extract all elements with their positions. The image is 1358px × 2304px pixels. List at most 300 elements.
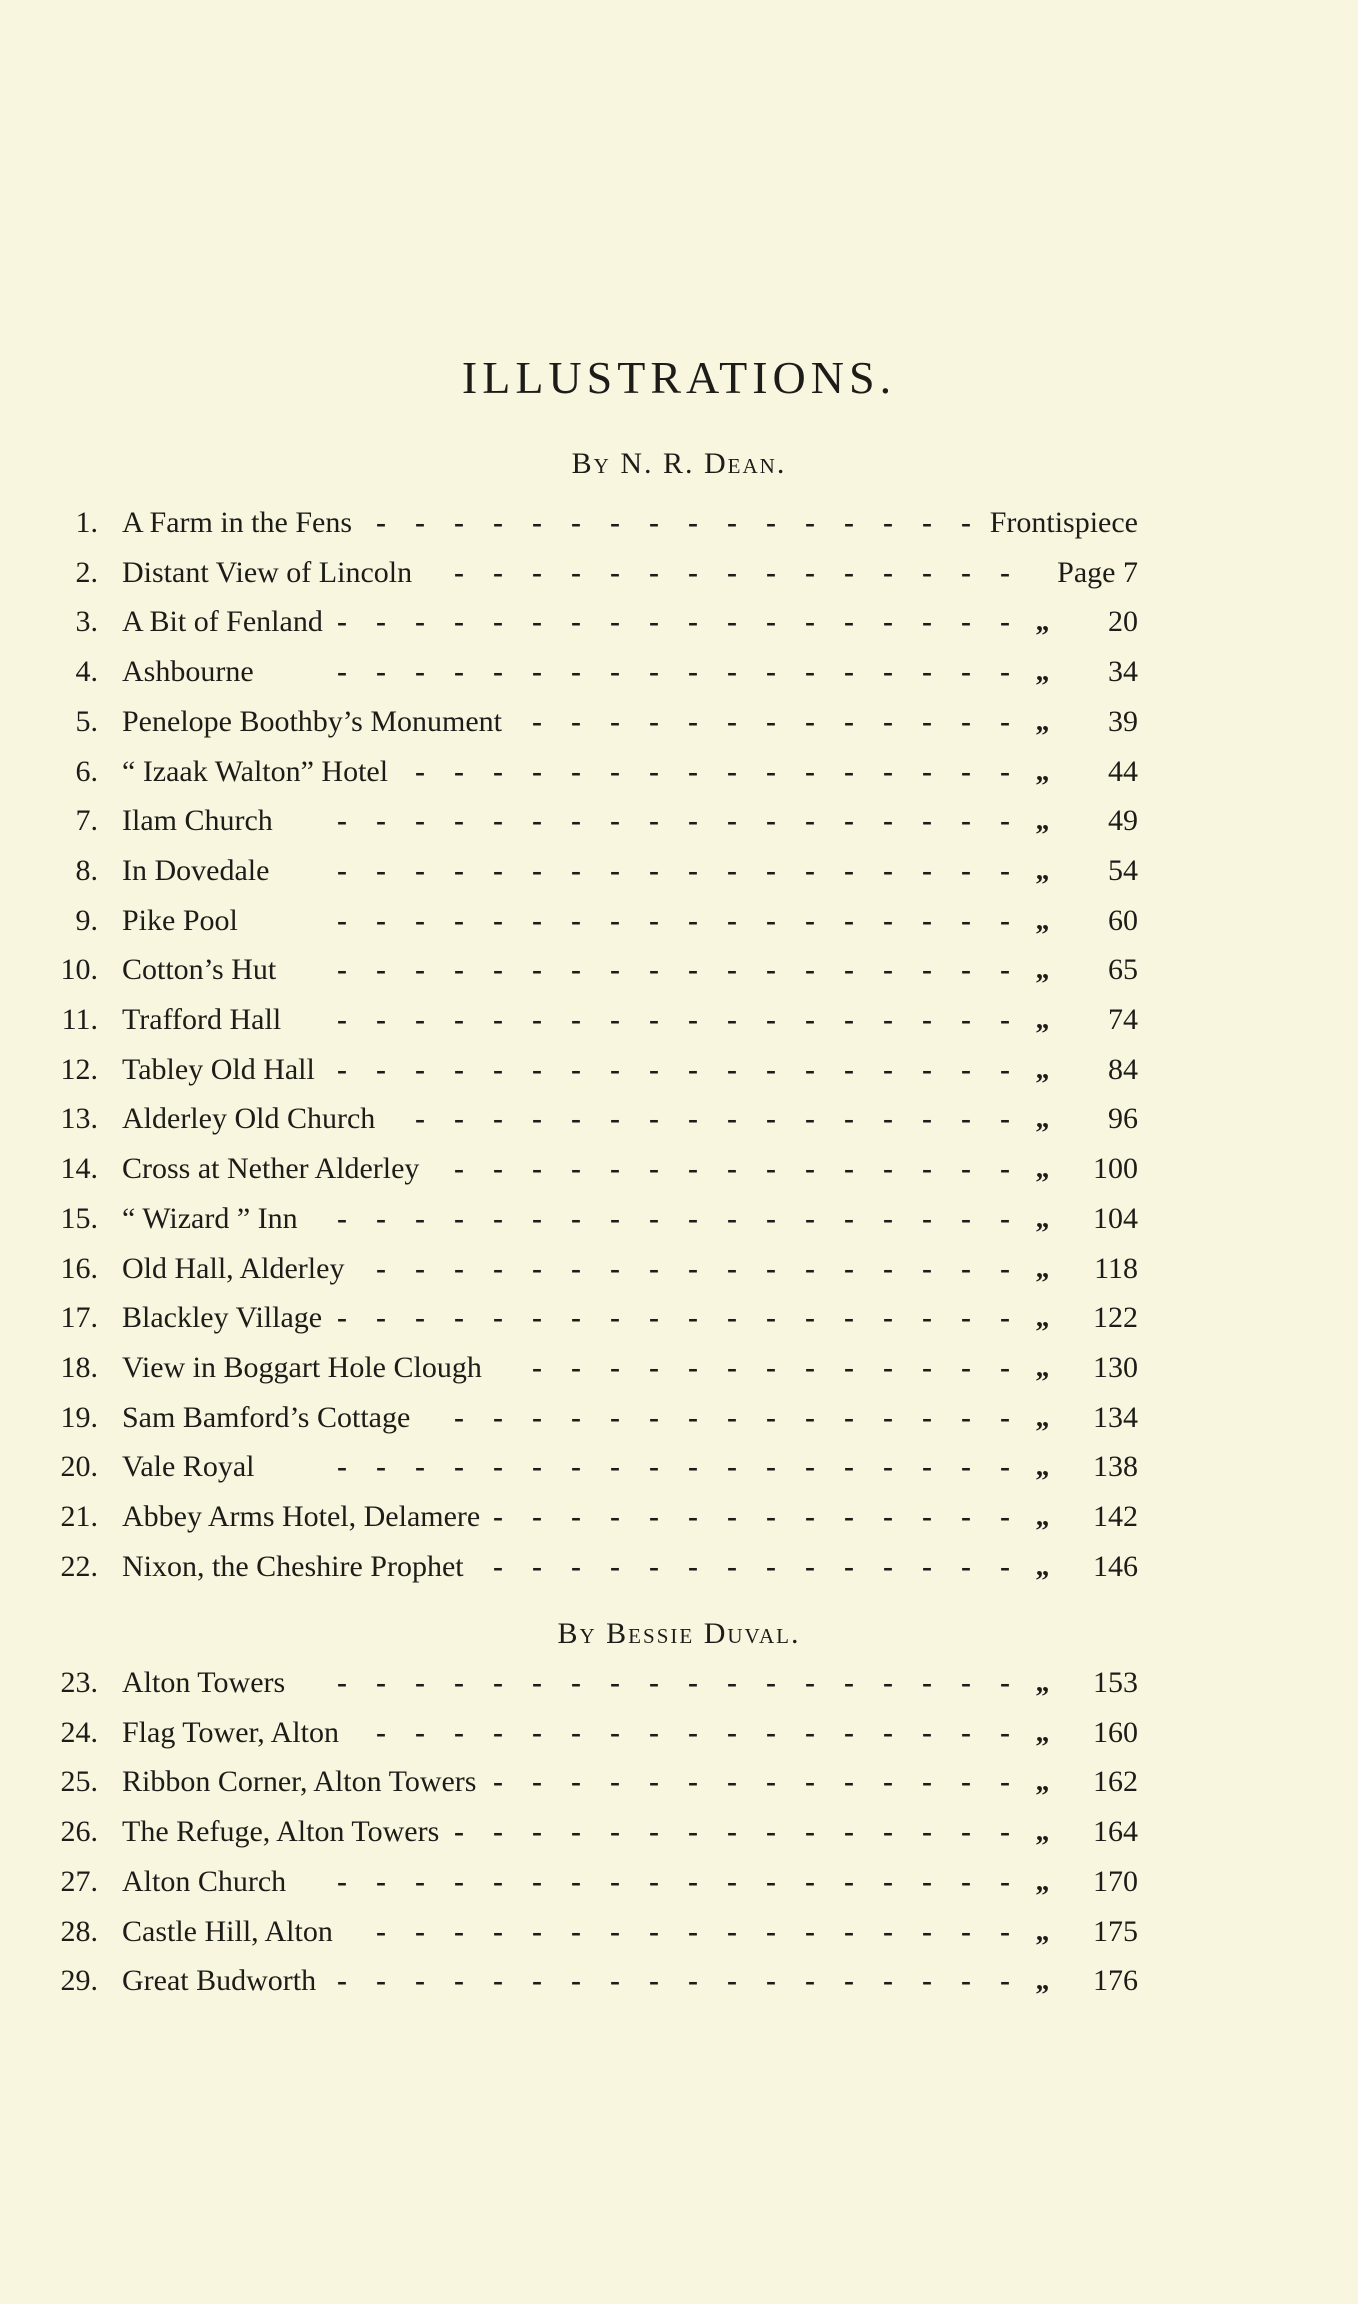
leader-dash: - [805, 1052, 815, 1086]
leader-dash: - [844, 1450, 854, 1484]
leader-dash: - [688, 1815, 698, 1849]
leader-dash: - [493, 1052, 503, 1086]
leader-dash: - [454, 1102, 464, 1136]
leader-dash: - [922, 605, 932, 639]
ditto-mark: ,, [1036, 1401, 1048, 1433]
leader-dash: - [610, 754, 620, 788]
leader-dash: - [844, 1964, 854, 1998]
dot-leader [0, 846, 1358, 896]
leader-dash: - [532, 1102, 542, 1136]
leader-dash: - [1000, 1715, 1010, 1749]
item-title: Cotton’s Hut [122, 953, 277, 987]
item-number: 14. [60, 1152, 98, 1186]
item-page: 170 [1093, 1864, 1138, 1898]
leader-dash: - [610, 1964, 620, 1998]
list-item [0, 1857, 1358, 1907]
item-page: 153 [1093, 1666, 1138, 1699]
item-page: 84 [1108, 1052, 1138, 1086]
leader-dash: - [571, 853, 581, 887]
item-number: 26. [60, 1815, 98, 1849]
leader-dash: - [415, 1864, 425, 1898]
item-number: 16. [60, 1251, 98, 1285]
leader-dash: - [844, 1400, 854, 1434]
section-heading: By Bessie Duval. [557, 1617, 801, 1650]
leader-dash: - [532, 704, 542, 738]
leader-dash: - [727, 903, 737, 937]
leader-dash: - [532, 1152, 542, 1186]
leader-dash: - [610, 1914, 620, 1948]
item-number: 27. [60, 1864, 98, 1898]
ditto-mark: ,, [1036, 1865, 1048, 1897]
list-item [0, 697, 1358, 747]
leader-dash: - [883, 1450, 893, 1484]
leader-dash: - [883, 1815, 893, 1849]
dot-leader [0, 1757, 1358, 1807]
leader-dash: - [805, 953, 815, 987]
leader-dash: - [883, 506, 893, 539]
leader-dash: - [337, 605, 347, 639]
leader-dash: - [649, 605, 659, 639]
leader-dash: - [766, 704, 776, 738]
ditto-mark: ,, [1036, 1451, 1048, 1483]
leader-dash: - [805, 1350, 815, 1384]
leader-dash: - [883, 605, 893, 639]
leader-dash: - [610, 1301, 620, 1335]
leader-dash: - [532, 853, 542, 887]
leader-dash: - [883, 1765, 893, 1799]
leader-dash: - [415, 804, 425, 838]
leader-dash: - [844, 1500, 854, 1533]
ditto-mark: ,, [1036, 1965, 1048, 1997]
leader-dash: - [805, 1152, 815, 1186]
item-page: 104 [1093, 1201, 1138, 1235]
item-number: 18. [60, 1350, 98, 1384]
leader-dash: - [883, 1350, 893, 1384]
leader-dash: - [649, 1864, 659, 1898]
leader-dash: - [532, 903, 542, 937]
ditto-mark: ,, [1036, 954, 1048, 986]
leader-dash: - [766, 903, 776, 937]
ditto-mark: ,, [1036, 1004, 1048, 1035]
leader-dash: - [1000, 1102, 1010, 1136]
item-title: Ilam Church [122, 804, 273, 838]
item-title: Distant View of Lincoln [122, 555, 413, 589]
leader-dash: - [688, 1152, 698, 1186]
leader-dash: - [415, 1052, 425, 1086]
leader-dash: - [688, 704, 698, 738]
leader-dash: - [961, 1450, 971, 1484]
leader-dash: - [415, 1102, 425, 1136]
leader-dash: - [337, 1450, 347, 1484]
leader-dash: - [454, 953, 464, 987]
leader-dash: - [1000, 1666, 1010, 1699]
leader-dash: - [1000, 1301, 1010, 1335]
item-page: 20 [1108, 605, 1138, 639]
leader-dash: - [922, 903, 932, 937]
leader-dash: - [844, 1052, 854, 1086]
leader-dash: - [493, 655, 503, 689]
leader-dash: - [805, 506, 815, 539]
leader-dash: - [766, 1301, 776, 1335]
leader-dash: - [337, 953, 347, 987]
leader-dash: - [610, 506, 620, 539]
leader-dash: - [571, 1400, 581, 1434]
leader-dash: - [649, 804, 659, 838]
leader-dash: - [532, 804, 542, 838]
leader-dash: - [727, 1815, 737, 1849]
leader-dash: - [844, 1152, 854, 1186]
leader-dash: - [727, 704, 737, 738]
item-number: 17. [60, 1301, 98, 1335]
leader-dash: - [766, 1765, 776, 1799]
leader-dash: - [1000, 1152, 1010, 1186]
leader-dash: - [805, 1450, 815, 1484]
leader-dash: - [688, 1715, 698, 1749]
leader-dash: - [961, 953, 971, 987]
leader-dash: - [454, 754, 464, 788]
list-item [0, 1708, 1358, 1758]
leader-dash: - [844, 1765, 854, 1799]
leader-dash: - [922, 1549, 932, 1583]
leader-dash: - [415, 1914, 425, 1948]
leader-dash: - [766, 506, 776, 539]
leader-dash: - [532, 1715, 542, 1749]
dot-leader [0, 747, 1358, 797]
dot-leader [0, 1293, 1358, 1343]
leader-dash: - [688, 1350, 698, 1384]
leader-dash: - [688, 1450, 698, 1484]
ditto-mark: ,, [1036, 1103, 1048, 1135]
leader-dash: - [766, 1052, 776, 1086]
leader-dash: - [961, 704, 971, 738]
leader-dash: - [649, 1152, 659, 1186]
ditto-mark: ,, [1036, 1302, 1048, 1334]
leader-dash: - [649, 1500, 659, 1533]
leader-dash: - [610, 1500, 620, 1533]
leader-dash: - [376, 1914, 386, 1948]
item-number: 29. [60, 1964, 98, 1998]
leader-dash: - [1000, 1549, 1010, 1583]
leader-dash: - [493, 605, 503, 639]
leader-dash: - [610, 1251, 620, 1285]
leader-dash: - [610, 704, 620, 738]
leader-dash: - [415, 903, 425, 937]
leader-dash: - [844, 1251, 854, 1285]
item-number: 25. [60, 1765, 98, 1799]
dot-leader [0, 1857, 1358, 1907]
leader-dash: - [415, 953, 425, 987]
leader-dash: - [805, 1102, 815, 1136]
leader-dash: - [493, 1003, 503, 1036]
ditto-mark: ,, [1036, 805, 1048, 837]
leader-dash: - [805, 903, 815, 937]
leader-dash: - [1000, 853, 1010, 887]
item-page: 96 [1108, 1102, 1138, 1136]
leader-dash: - [532, 1864, 542, 1898]
leader-dash: - [337, 1864, 347, 1898]
leader-dash: - [922, 1003, 932, 1036]
leader-dash: - [610, 903, 620, 937]
ditto-mark: ,, [1036, 1351, 1048, 1383]
leader-dash: - [532, 655, 542, 689]
item-title: Sam Bamford’s Cottage [122, 1400, 411, 1434]
leader-dash: - [1000, 1201, 1010, 1235]
leader-dash: - [415, 1715, 425, 1749]
leader-dash: - [883, 1549, 893, 1583]
leader-dash: - [883, 754, 893, 788]
leader-dash: - [922, 506, 932, 539]
dot-leader [0, 1442, 1358, 1492]
leader-dash: - [1000, 1400, 1010, 1434]
leader-dash: - [727, 1500, 737, 1533]
leader-dash: - [532, 953, 542, 987]
leader-dash: - [961, 1549, 971, 1583]
leader-dash: - [610, 1765, 620, 1799]
leader-dash: - [883, 1964, 893, 1998]
leader-dash: - [376, 853, 386, 887]
leader-dash: - [571, 1549, 581, 1583]
leader-dash: - [922, 555, 932, 589]
leader-dash: - [688, 853, 698, 887]
item-number: 13. [60, 1102, 98, 1136]
leader-dash: - [727, 1201, 737, 1235]
list-item [0, 1343, 1358, 1393]
leader-dash: - [883, 1152, 893, 1186]
leader-dash: - [805, 853, 815, 887]
list-item [0, 1393, 1358, 1443]
leader-dash: - [844, 555, 854, 589]
leader-dash: - [571, 605, 581, 639]
leader-dash: - [493, 1301, 503, 1335]
leader-dash: - [883, 1003, 893, 1036]
leader-dash: - [727, 853, 737, 887]
leader-dash: - [571, 1003, 581, 1036]
leader-dash: - [883, 953, 893, 987]
leader-dash: - [454, 1052, 464, 1086]
ditto-mark: ,, [1036, 1550, 1048, 1582]
leader-dash: - [922, 1201, 932, 1235]
leader-dash: - [610, 1549, 620, 1583]
leader-dash: - [688, 754, 698, 788]
leader-dash: - [922, 804, 932, 838]
item-page: 74 [1108, 1003, 1138, 1036]
leader-dash: - [415, 1450, 425, 1484]
leader-dash: - [844, 1549, 854, 1583]
leader-dash: - [844, 1301, 854, 1335]
dot-leader [0, 697, 1358, 747]
leader-dash: - [571, 1102, 581, 1136]
leader-dash: - [922, 1350, 932, 1384]
leader-dash: - [766, 1102, 776, 1136]
leader-dash: - [649, 1251, 659, 1285]
list-item [0, 1194, 1358, 1244]
leader-dash: - [766, 1815, 776, 1849]
ditto-mark: ,, [1036, 705, 1048, 737]
leader-dash: - [610, 1152, 620, 1186]
leader-dash: - [454, 655, 464, 689]
leader-dash: - [493, 1964, 503, 1998]
item-title: Cross at Nether Alderley [122, 1152, 420, 1186]
leader-dash: - [571, 506, 581, 539]
leader-dash: - [532, 1666, 542, 1699]
item-title: Castle Hill, Alton [122, 1914, 333, 1948]
ditto-mark: ,, [1036, 1667, 1048, 1698]
leader-dash: - [649, 704, 659, 738]
leader-dash: - [883, 1251, 893, 1285]
leader-dash: - [571, 1964, 581, 1998]
dot-leader [0, 1708, 1358, 1758]
leader-dash: - [727, 1864, 737, 1898]
list-item [0, 1293, 1358, 1343]
leader-dash: - [571, 1450, 581, 1484]
leader-dash: - [766, 605, 776, 639]
leader-dash: - [610, 605, 620, 639]
leader-dash: - [727, 1964, 737, 1998]
item-number: 19. [60, 1400, 98, 1434]
leader-dash: - [805, 1500, 815, 1533]
leader-dash: - [454, 1003, 464, 1036]
leader-dash: - [883, 1102, 893, 1136]
leader-dash: - [454, 1914, 464, 1948]
leader-dash: - [844, 704, 854, 738]
leader-dash: - [961, 506, 971, 539]
leader-dash: - [493, 1715, 503, 1749]
leader-dash: - [376, 506, 386, 539]
ditto-mark: ,, [1036, 656, 1048, 688]
leader-dash: - [961, 1201, 971, 1235]
list-item [0, 1442, 1358, 1492]
dot-leader [0, 995, 1358, 1045]
dot-leader [0, 1343, 1358, 1393]
leader-dash: - [961, 1350, 971, 1384]
list-item [0, 896, 1358, 946]
item-page: 39 [1108, 704, 1138, 738]
leader-dash: - [415, 506, 425, 539]
item-title: Pike Pool [122, 903, 238, 937]
leader-dash: - [1000, 1500, 1010, 1533]
leader-dash: - [688, 1964, 698, 1998]
leader-dash: - [337, 655, 347, 689]
leader-dash: - [532, 1201, 542, 1235]
leader-dash: - [883, 903, 893, 937]
leader-dash: - [532, 1450, 542, 1484]
item-page: 60 [1108, 903, 1138, 937]
list-item [0, 1956, 1358, 2006]
leader-dash: - [610, 953, 620, 987]
leader-dash: - [337, 903, 347, 937]
leader-dash: - [493, 1251, 503, 1285]
list-item [0, 1144, 1358, 1194]
leader-dash: - [493, 1102, 503, 1136]
item-number: 5. [75, 704, 98, 738]
leader-dash: - [376, 1964, 386, 1998]
item-number: 28. [60, 1914, 98, 1948]
leader-dash: - [922, 1964, 932, 1998]
item-number: 24. [60, 1715, 98, 1749]
leader-dash: - [571, 1914, 581, 1948]
leader-dash: - [649, 1350, 659, 1384]
leader-dash: - [454, 903, 464, 937]
leader-dash: - [337, 1964, 347, 1998]
leader-dash: - [649, 1400, 659, 1434]
leader-dash: - [649, 506, 659, 539]
leader-dash: - [766, 853, 776, 887]
dot-leader [0, 896, 1358, 946]
leader-dash: - [688, 1301, 698, 1335]
item-title: Ashbourne [122, 655, 254, 689]
leader-dash: - [805, 1666, 815, 1699]
leader-dash: - [922, 1152, 932, 1186]
leader-dash: - [922, 853, 932, 887]
leader-dash: - [805, 555, 815, 589]
leader-dash: - [649, 853, 659, 887]
item-page: 164 [1093, 1815, 1138, 1849]
leader-dash: - [415, 754, 425, 788]
item-number: 4. [75, 655, 98, 689]
item-number: 15. [60, 1201, 98, 1235]
leader-dash: - [649, 1765, 659, 1799]
leader-dash: - [376, 1715, 386, 1749]
dot-leader [0, 597, 1358, 647]
leader-dash: - [961, 1102, 971, 1136]
leader-dash: - [688, 655, 698, 689]
dot-leader [0, 1045, 1358, 1095]
leader-dash: - [610, 1003, 620, 1036]
leader-dash: - [805, 1251, 815, 1285]
leader-dash: - [415, 853, 425, 887]
leader-dash: - [571, 555, 581, 589]
leader-dash: - [649, 1301, 659, 1335]
leader-dash: - [454, 1666, 464, 1699]
leader-dash: - [571, 1815, 581, 1849]
leader-dash: - [415, 1301, 425, 1335]
leader-dash: - [454, 1815, 464, 1849]
leader-dash: - [337, 853, 347, 887]
leader-dash: - [454, 506, 464, 539]
ditto-mark: ,, [1036, 1915, 1048, 1947]
item-page: 34 [1108, 655, 1138, 689]
leader-dash: - [532, 1549, 542, 1583]
item-page: 65 [1108, 953, 1138, 987]
leader-dash: - [883, 1201, 893, 1235]
leader-dash: - [493, 1152, 503, 1186]
leader-dash: - [805, 804, 815, 838]
leader-dash: - [844, 853, 854, 887]
leader-dash: - [1000, 1765, 1010, 1799]
dot-leader [0, 1807, 1358, 1857]
leader-dash: - [532, 1251, 542, 1285]
list-item [0, 1757, 1358, 1807]
leader-dash: - [688, 555, 698, 589]
item-number: 12. [60, 1052, 98, 1086]
leader-dash: - [727, 555, 737, 589]
leader-dash: - [454, 1715, 464, 1749]
item-page: 176 [1093, 1964, 1138, 1998]
leader-dash: - [766, 1666, 776, 1699]
leader-dash: - [883, 1400, 893, 1434]
leader-dash: - [1000, 754, 1010, 788]
leader-dash: - [649, 1201, 659, 1235]
list-item [0, 995, 1358, 1045]
dot-leader [0, 1542, 1358, 1592]
leader-dash: - [844, 655, 854, 689]
leader-dash: - [805, 655, 815, 689]
leader-dash: - [727, 1102, 737, 1136]
ditto-mark: ,, [1036, 1252, 1048, 1284]
leader-dash: - [922, 953, 932, 987]
leader-dash: - [766, 804, 776, 838]
leader-dash: - [727, 1350, 737, 1384]
